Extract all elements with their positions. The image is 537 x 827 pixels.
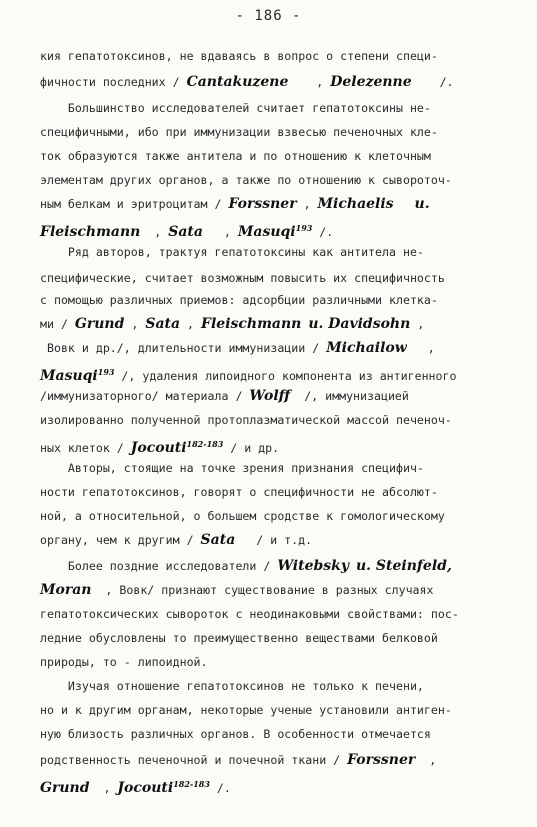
typed-text: специфические, считает возможным повысить их специфичность [40,271,445,285]
typed-text: ледние обусловлены то преимущественно веществами белковой [40,631,438,645]
handwritten-name: Jocouti [130,439,187,456]
text-line [40,412,452,428]
typed-text: , [296,197,318,211]
typed-text: Вовк и др./, длительности иммунизации / [40,341,327,355]
text-line [40,630,438,646]
page-number: - 186 - [235,8,302,24]
typed-text: специфичными, ибо при иммунизации взвесью печеночных кле- [40,125,438,139]
typed-text: , [202,224,238,239]
handwritten-name: Forssner [228,196,297,212]
text-line [40,582,434,598]
typed-text: /. [209,780,231,795]
handwritten-name: u. Steinfeld, [356,558,452,574]
handwritten-name: Witebsky [277,558,350,574]
text-line [40,654,208,670]
typed-text: ной, а относительной, о большем сродстве к гомологическому [40,509,445,523]
typed-text: с помощью различных приемов: адсорбции различными клетка- [40,293,438,307]
text-line [40,172,452,188]
typed-text: ных клеток / [40,440,131,455]
typed-text: ным белкам и эритроцитам / [40,197,229,211]
reference-number: 182-183 [173,779,210,789]
typed-text: , [410,317,425,331]
text-line [40,48,438,64]
typed-text: ности гепатотоксинов, говорят о специфичности не абсолют- [40,485,438,499]
text-line [40,74,454,90]
typed-text: , [89,780,118,795]
text-line [40,532,312,548]
typed-text: /иммунизаторного/ материала / [40,389,250,403]
text-line [40,484,438,500]
typed-text: кия гепатотоксинов, не вдаваясь в вопрос о степени специ- [40,49,438,63]
text-line [40,678,424,694]
text-line [40,508,445,524]
reference-number: 193 [97,367,115,377]
typed-text [394,197,415,211]
handwritten-name: Wolff [249,388,291,404]
typed-text: /, удаления липоидного компонента из антигенного [114,368,457,383]
typed-text: Ряд авторов, трактуя гепатотоксины как антитела не- [40,245,424,259]
typed-text: , [124,317,146,331]
typed-text: / и т.д. [235,533,313,547]
typed-text: родственность печеночной и почечной ткани / [40,753,348,767]
handwritten-name: Masuqi [237,223,296,240]
handwritten-name: Michaelis [317,196,394,212]
handwritten-name: u. [414,196,430,212]
text-line [40,316,424,332]
handwritten-name: Fleischmann [201,316,302,332]
text-line [40,270,445,286]
handwritten-name: Sata [168,223,203,240]
text-line [40,460,424,476]
typed-text: , [140,224,169,239]
typed-text: Большинство исследователей считает гепатотоксины не- [40,101,431,115]
handwritten-name: Jocouti [117,779,174,796]
handwritten-name: Delezenne [330,74,412,90]
handwritten-name: Sata [200,532,236,548]
typed-text: , Вовк/ признают существование в разных случаях [91,583,434,597]
typed-text: / и др. [223,440,280,455]
typed-text: /. [312,224,334,239]
text-line [40,558,452,574]
typed-text: природы, то - липоидной. [40,655,208,669]
typed-text: Более поздние исследователи / [40,559,278,573]
text-line [40,292,438,308]
typed-text: фичности последних / [40,75,187,89]
text-line [40,244,424,260]
text-line [40,726,431,742]
text-line [40,124,438,140]
text-line [40,364,456,384]
typed-text: ную близость различных органов. В особенности отмечается [40,727,431,741]
typed-text: , [180,317,202,331]
text-line [40,606,459,622]
handwritten-name: Moran [40,582,92,598]
text-line [40,436,279,456]
typed-text: ми / [40,317,75,331]
typed-text: , [406,341,435,355]
handwritten-name: u. Davidsohn [308,316,411,332]
text-line [40,702,452,718]
typed-text [349,559,356,573]
typed-text: гепатотоксических сывороток с неодинаковыми свойствами: пос- [40,607,459,621]
typed-text: Авторы, стоящие на точке зрения признания специфич- [40,461,424,475]
typed-text: , [288,75,331,89]
typed-text: изолированно полученной протоплазматической массой печеноч- [40,413,452,427]
typed-text: /. [411,75,454,89]
typed-text: , [415,753,437,767]
typed-text: /, иммунизацией [290,389,409,403]
handwritten-name: Grund [40,779,90,796]
typed-text: Изучая отношение гепатотоксинов не только к печени, [40,679,424,693]
text-line [40,340,435,356]
handwritten-name: Sata [145,316,181,332]
text-line [40,196,430,212]
reference-number: 182-183 [186,439,224,449]
reference-number: 193 [295,223,313,233]
text-line [40,100,431,116]
text-line [40,388,409,404]
handwritten-name: Fleischmann [40,223,141,240]
handwritten-name: Cantakuzene [186,74,289,90]
text-line [40,776,231,796]
text-line [40,220,333,240]
text-line [40,148,431,164]
typed-text: но и к другим органам, некоторые ученые установили антиген- [40,703,452,717]
handwritten-name: Michailow [326,340,407,356]
handwritten-name: Masuqi [40,367,98,384]
typed-text: ток образуются также антитела и по отношению к клеточным [40,149,431,163]
text-line [40,752,436,768]
typed-text: органу, чем к другим / [40,533,201,547]
typed-text: элементам других органов, а также по отношению к сывороточ- [40,173,452,187]
handwritten-name: Forssner [347,752,416,768]
handwritten-name: Grund [74,316,125,332]
